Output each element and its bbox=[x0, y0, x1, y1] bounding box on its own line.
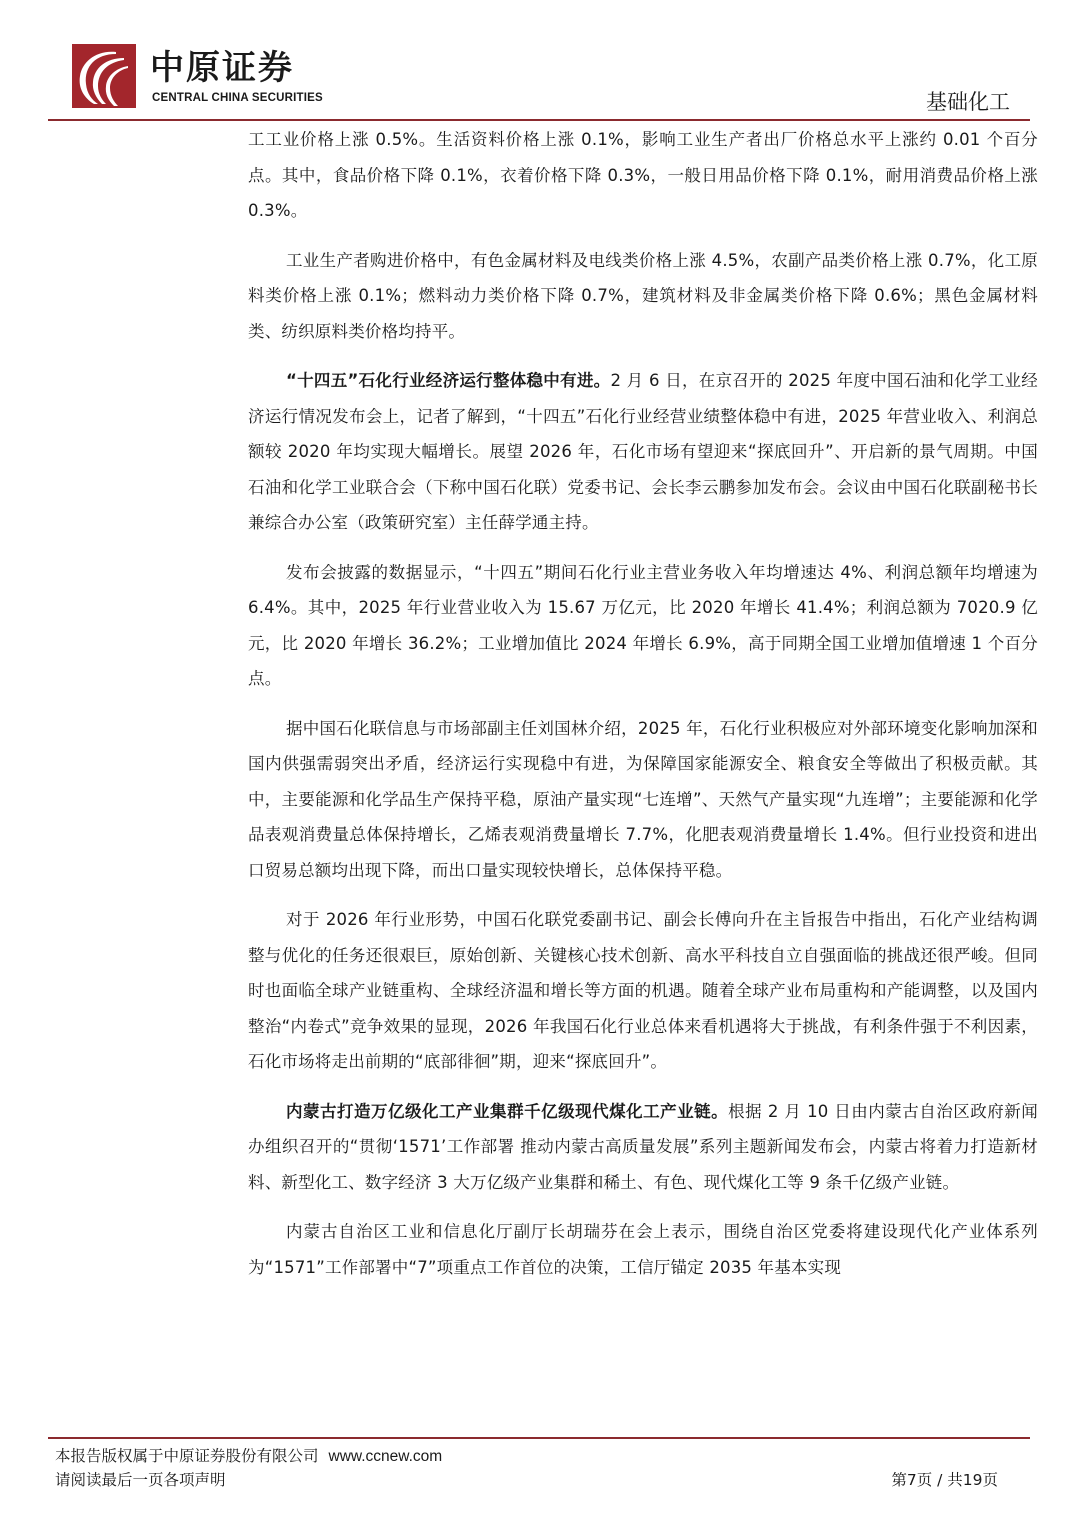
page-header bbox=[0, 0, 1080, 125]
paragraph: 工业生产者购进价格中，有色金属材料及电线类价格上涨 4.5%，农副产品类价格上涨 0.7%，化工原料类价格上涨 0.1%；燃料动力类价格下降 0.7%，建筑材料及非金属类价格下降 0.6%；黑色金属材料类、纺织原料类价格均持平。 bbox=[248, 250, 1038, 341]
paragraph-heading: 内蒙古打造万亿级化工产业集群千亿级现代煤化工产业链。 bbox=[286, 1101, 729, 1121]
footer-disclaimer: 请阅读最后一页各项声明 bbox=[55, 1471, 226, 1489]
paragraph: 对于 2026 年行业形势，中国石化联党委副书记、副会长傅向升在主旨报告中指出，石化产业结构调整与优化的任务还很艰巨，原始创新、关键核心技术创新、高水平科技自立自强面临的挑战还很严峻。但同时也面临全球产业链重构、全球经济温和增长等方面的机遇。随着全球产业布局重构和产能调整，以及国内整治“内卷式”竞争效果的显现，2026 年我国石化行业总体来看机遇将大于挑战，有利条件强于不利因素，石化市场将走出前期的“底部徘徊”期，迎来“探底回升”。 bbox=[248, 910, 1038, 1071]
paragraph-text: 根据 2 月 10 日由内蒙古自治区政府新闻办组织召开的“贯彻‘1571’工作部署 推动内蒙古高质量发展”系列主题新闻发布会，内蒙古将着力打造新材料、新型化工、数字经济 3 大万亿级产业集群和稀土、有色、现代煤化工等 9 条千亿级产业链。 bbox=[248, 1101, 1039, 1192]
paragraph: 工工业价格上涨 0.5%。生活资料价格上涨 0.1%，影响工业生产者出厂价格总水平上涨约 0.01 个百分点。其中，食品价格下降 0.1%，衣着价格下降 0.3%，一般日用品价格下降 0.1%，耐用消费品价格上涨 0.3%。 bbox=[248, 130, 1038, 220]
company-logo-icon bbox=[72, 44, 136, 108]
paragraph: 据中国石化联信息与市场部副主任刘国林介绍，2025 年，石化行业积极应对外部环境变化影响加深和国内供强需弱突出矛盾，经济运行实现稳中有进，为保障国家能源安全、粮食安全等做出了积极贡献。其中，主要能源和化学品生产保持平稳，原油产量实现“七连增”、天然气产量实现“九连增”；主要能源和化学品表观消费量总体保持增长，乙烯表观消费量增长 7.7%，化肥表观消费量增长 1.4%。但行业投资和进出口贸易总额均出现下降，而出口量实现较快增长，总体保持平稳。 bbox=[248, 718, 1038, 880]
paragraph bbox=[248, 1094, 1038, 1201]
footer-divider bbox=[48, 1437, 1030, 1439]
footer-url[interactable]: www.ccnew.com bbox=[328, 1448, 443, 1465]
paragraph: 内蒙古自治区工业和信息化厅副厅长胡瑞芬在会上表示，围绕自治区党委将建设现代化产业体系列为“1571”工作部署中“7”项重点工作首位的决策，工信厅锚定 2035 年基本实现 bbox=[248, 1222, 1038, 1277]
paragraph bbox=[248, 363, 1038, 541]
report-body bbox=[248, 122, 1038, 1299]
logo-english-name: CENTRAL CHINA SECURITIES bbox=[152, 92, 323, 104]
header-divider bbox=[48, 119, 1030, 121]
footer-copyright: 本报告版权属于中原证券股份有限公司 bbox=[55, 1447, 319, 1465]
paragraph: 发布会披露的数据显示，“十四五”期间石化行业主营业务收入年均增速达 4%、利润总额年均增速为 6.4%。其中，2025 年行业营业收入为 15.67 万亿元，比 2020 年增长 41.4%；利润总额为 7020.9 亿元，比 2020 年增长 36.2%；工业增加值比 2024 年增长 6.9%，高于同期全国工业增加值增速 1 个百分点。 bbox=[248, 562, 1038, 688]
logo-chinese-name: 中原证券 bbox=[150, 48, 294, 88]
page-number: 第7页 / 共19页 bbox=[891, 1471, 998, 1489]
footer-copyright-line bbox=[55, 1444, 442, 1466]
paragraph-heading: “十四五”石化行业经济运行整体稳中有进。 bbox=[286, 371, 611, 390]
section-title: 基础化工 bbox=[926, 90, 1010, 114]
paragraph-text: 2 月 6 日，在京召开的 2025 年度中国石油和化学工业经济运行情况发布会上，记者了解到，“十四五”石化行业经营业绩整体稳中有进，2025 年营业收入、利润总额较 2020 年均实现大幅增长。展望 2026 年，石化市场有望迎来“探底回升”、开启新的景气周期。中国石油和化学工业联合会（下称中国石化联）党委书记、会长李云鹏参加发布会。会议由中国石化联副秘书长兼综合办公室（政策研究室）主任薛学通主持。 bbox=[248, 371, 1038, 532]
